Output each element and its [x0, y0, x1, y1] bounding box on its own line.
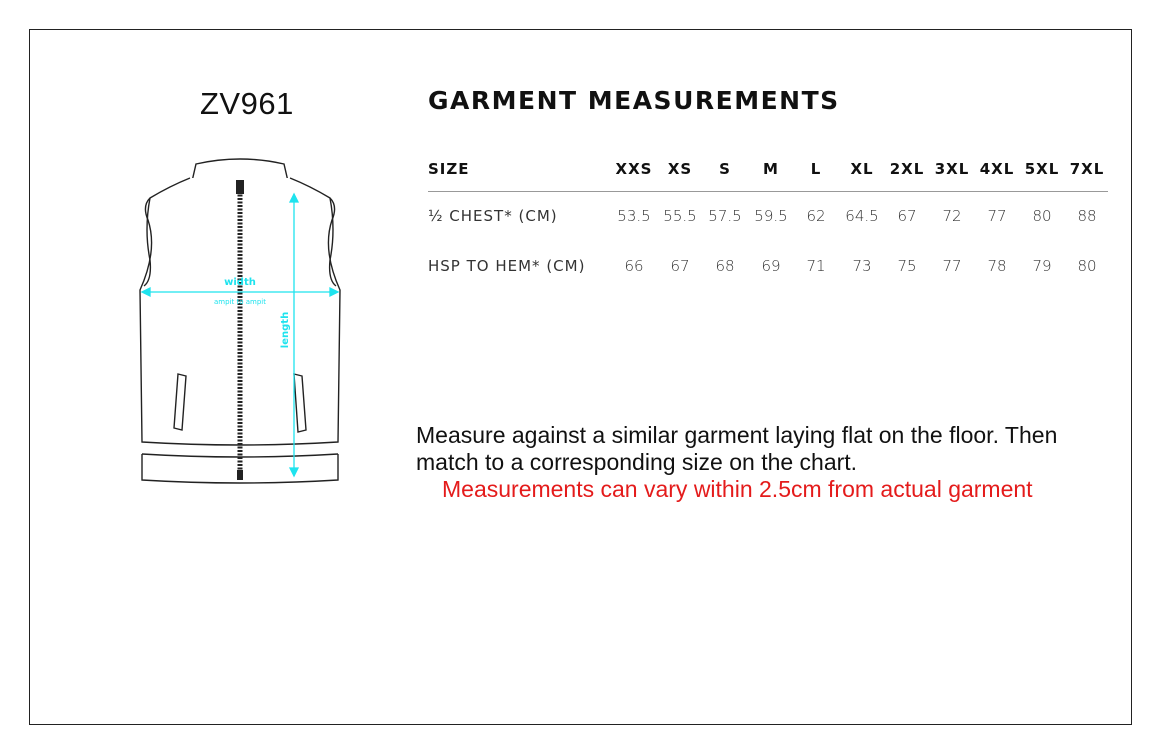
table-cell: 73	[852, 257, 872, 275]
measurement-warning: Measurements can vary within 2.5cm from actual garment	[442, 476, 1033, 502]
size-header: 4XL	[979, 160, 1015, 178]
product-code: ZV961	[200, 86, 294, 121]
measure-instruction: Measure against a similar garment laying flat on the floor. Then match to a corresponding size on the chart.	[416, 422, 1058, 475]
table-cell: 69	[761, 257, 781, 275]
width-label: width	[224, 277, 256, 288]
table-cell: 68	[715, 257, 735, 275]
table-cell: 78	[987, 257, 1007, 275]
table-cell: 67	[670, 257, 690, 275]
size-header: 2XL	[889, 160, 925, 178]
table-cell: 53.5	[617, 207, 651, 225]
table-cell: 72	[942, 207, 962, 225]
size-header: XS	[667, 160, 693, 178]
size-column-label: SIZE	[428, 160, 470, 178]
row-label-length: HSP TO HEM* (CM)	[428, 257, 586, 275]
size-header: 7XL	[1069, 160, 1105, 178]
table-divider	[428, 191, 1108, 192]
table-cell: 66	[624, 257, 644, 275]
table-cell: 77	[942, 257, 962, 275]
vest-diagram	[130, 150, 360, 490]
size-header: L	[810, 160, 822, 178]
table-cell: 80	[1077, 257, 1097, 275]
table-cell: 75	[897, 257, 917, 275]
size-header: XXS	[615, 160, 653, 178]
table-cell: 59.5	[754, 207, 788, 225]
length-label: length	[280, 311, 291, 349]
size-header: 3XL	[934, 160, 970, 178]
armpit-label: ampit to ampit	[214, 298, 266, 306]
table-cell: 55.5	[663, 207, 697, 225]
page-heading: GARMENT MEASUREMENTS	[428, 86, 840, 115]
table-cell: 64.5	[845, 207, 879, 225]
size-header: 5XL	[1024, 160, 1060, 178]
table-cell: 62	[806, 207, 826, 225]
table-cell: 71	[806, 257, 826, 275]
table-cell: 80	[1032, 207, 1052, 225]
table-cell: 77	[987, 207, 1007, 225]
size-header: XL	[850, 160, 874, 178]
size-header: S	[719, 160, 731, 178]
size-header: M	[763, 160, 779, 178]
table-cell: 67	[897, 207, 917, 225]
table-cell: 88	[1077, 207, 1097, 225]
table-cell: 57.5	[708, 207, 742, 225]
row-label-chest: ½ CHEST* (CM)	[428, 207, 558, 225]
table-cell: 79	[1032, 257, 1052, 275]
